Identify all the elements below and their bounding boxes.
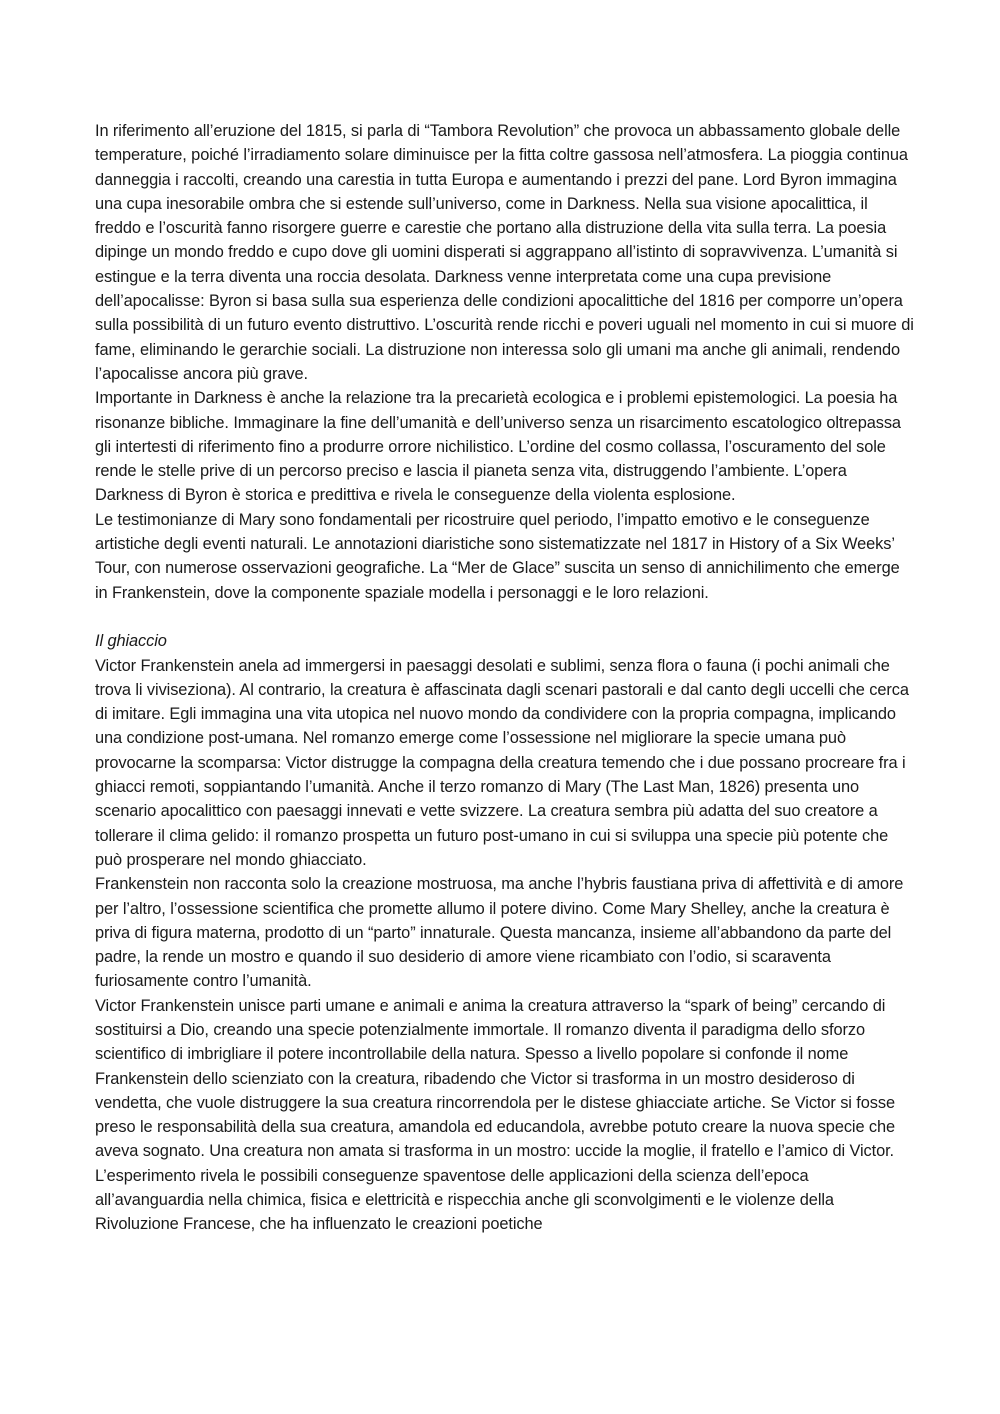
paragraph-mary-testimony: Le testimonianze di Mary sono fondamentali per ricostruire quel periodo, l’impatto emotivo e le conseguenze artistiche degli eventi naturali. Le annotazioni diaristiche sono sistematizzate nel 1817 in History of a Six Weeks’ Tour, con numerose osservazioni geografiche. La “Mer de Glace” suscita un senso di annichilimento che emerge in Frankenstein, dove la componente spaziale modella i personaggi e le loro relazioni. <box>95 510 900 602</box>
paragraph-tambora: In riferimento all’eruzione del 1815, si parla di “Tambora Revolution” che provoca un abbassamento globale delle temperature, poiché l’irradiamento solare diminuisce per la fitta coltre gassosa nell’atmosfera. La pioggia continua danneggia i raccolti, creando una carestia in tutta Europa e aumentando i prezzi del pane. Lord Byron immagina una cupa inesorabile ombra che si estende sull’universo, come in Darkness. Nella sua visione apocalittica, il freddo e l’oscurità fanno risorgere guerre e carestie che portano alla distruzione della vita sulla terra. La poesia dipinge un mondo freddo e cupo dove gli uomini disperati si aggrappano all’istinto di sopravvivenza. L’umanità si estingue e la terra diventa una roccia desolata. Darkness venne interpretata come una cupa previsione dell’apocalisse: Byron si basa sulla sua esperienza delle condizioni apocalittiche del 1816 per comporre un’opera sulla possibilità di un futuro evento distruttivo. L’oscurità rende ricchi e poveri uguali nel momento in cui si muore di fame, eliminando le gerarchie sociali. La distruzione non interessa solo gli umani ma anche gli animali, rendendo l’apocalisse ancora più grave. <box>95 122 914 383</box>
document-page <box>95 119 915 1237</box>
paragraph-victor-landscapes: Victor Frankenstein anela ad immergersi in paesaggi desolati e sublimi, senza flora o fauna (i pochi animali che trova li viviseziona). Al contrario, la creatura è affascinata dagli scenari pastorali e dal canto degli uccelli che cerca di imitare. Egli immagina una vita utopica nel nuovo mondo da condividere con la propria compagna, implicando una condizione post-umana. Nel romanzo emerge come l’ossessione nel migliorare la specie umana può provocarne la scomparsa: Victor distrugge la compagna della creatura temendo che i due possano procreare fra i ghiacci remoti, soppiantando l’umanità. Anche il terzo romanzo di Mary (The Last Man, 1826) presenta uno scenario apocalittico con paesaggi innevati e vette svizzere. La creatura sembra più adatta del suo creatore a tollerare il clima gelido: il romanzo prospetta un futuro post-umano in cui si sviluppa una specie più potente che può prosperare nel mondo ghiacciato. <box>95 656 909 869</box>
section-heading: Il ghiaccio <box>95 632 167 651</box>
paragraph-hybris: Frankenstein non racconta solo la creazione mostruosa, ma anche l’hybris faustiana priva di affettività e di amore per l’altro, l’ossessione scientifica che promette allumo il potere divino. Come Mary Shelley, anche la creatura è priva di figura materna, prodotto di un “parto” innaturale. Questa mancanza, insieme all’abbandono da parte del padre, la rende un mostro e quando il suo desiderio di amore viene ricambiato con l’odio, si scaraventa furiosamente contro l’umanità. <box>95 875 904 991</box>
paragraph-darkness: Importante in Darkness è anche la relazione tra la precarietà ecologica e i problemi epistemologici. La poesia ha risonanze bibliche. Immaginare la fine dell’umanità e dell’universo senza un risarcimento escatologico oltrepassa gli intertesti di riferimento fino a produrre orrore nichilistico. L’ordine del cosmo collassa, l’oscuramento del sole rende le stelle prive di un percorso preciso e lascia il pianeta senza vita, distruggendo l’ambiente. L’opera Darkness di Byron è storica e predittiva e rivela le conseguenze della violenta esplosione. <box>95 389 901 505</box>
paragraph-spacer <box>95 605 915 629</box>
paragraph-spark-of-being: Victor Frankenstein unisce parti umane e animali e anima la creatura attraverso la “spark of being” cercando di sostituirsi a Dio, creando una specie potenzialmente immortale. Il romanzo diventa il paradigma dello sforzo scientifico di imbrigliare il potere incontrollabile della natura. Spesso a livello popolare si confonde il nome Frankenstein dello scienziato con la creatura, ribadendo che Victor si trasforma in un mostro desideroso di vendetta, che vuole distruggere la sua creatura rincorrendola per le distese ghiacciate artiche. Se Victor si fosse preso le responsabilità della sua creatura, amandola ed educandola, avrebbe potuto creare la nuova specie che aveva sognato. Una creatura non amata si trasforma in un mostro: uccide la moglie, il fratello e l’amico di Victor. L’esperimento rivela le possibili conseguenze spaventose delle applicazioni della scienza dell’epoca all’avanguardia nella chimica, fisica e elettricità e rispecchia anche gli sconvolgimenti e le violenze della Rivoluzione Francese, che ha influenzato le creazioni poetiche <box>95 996 896 1234</box>
